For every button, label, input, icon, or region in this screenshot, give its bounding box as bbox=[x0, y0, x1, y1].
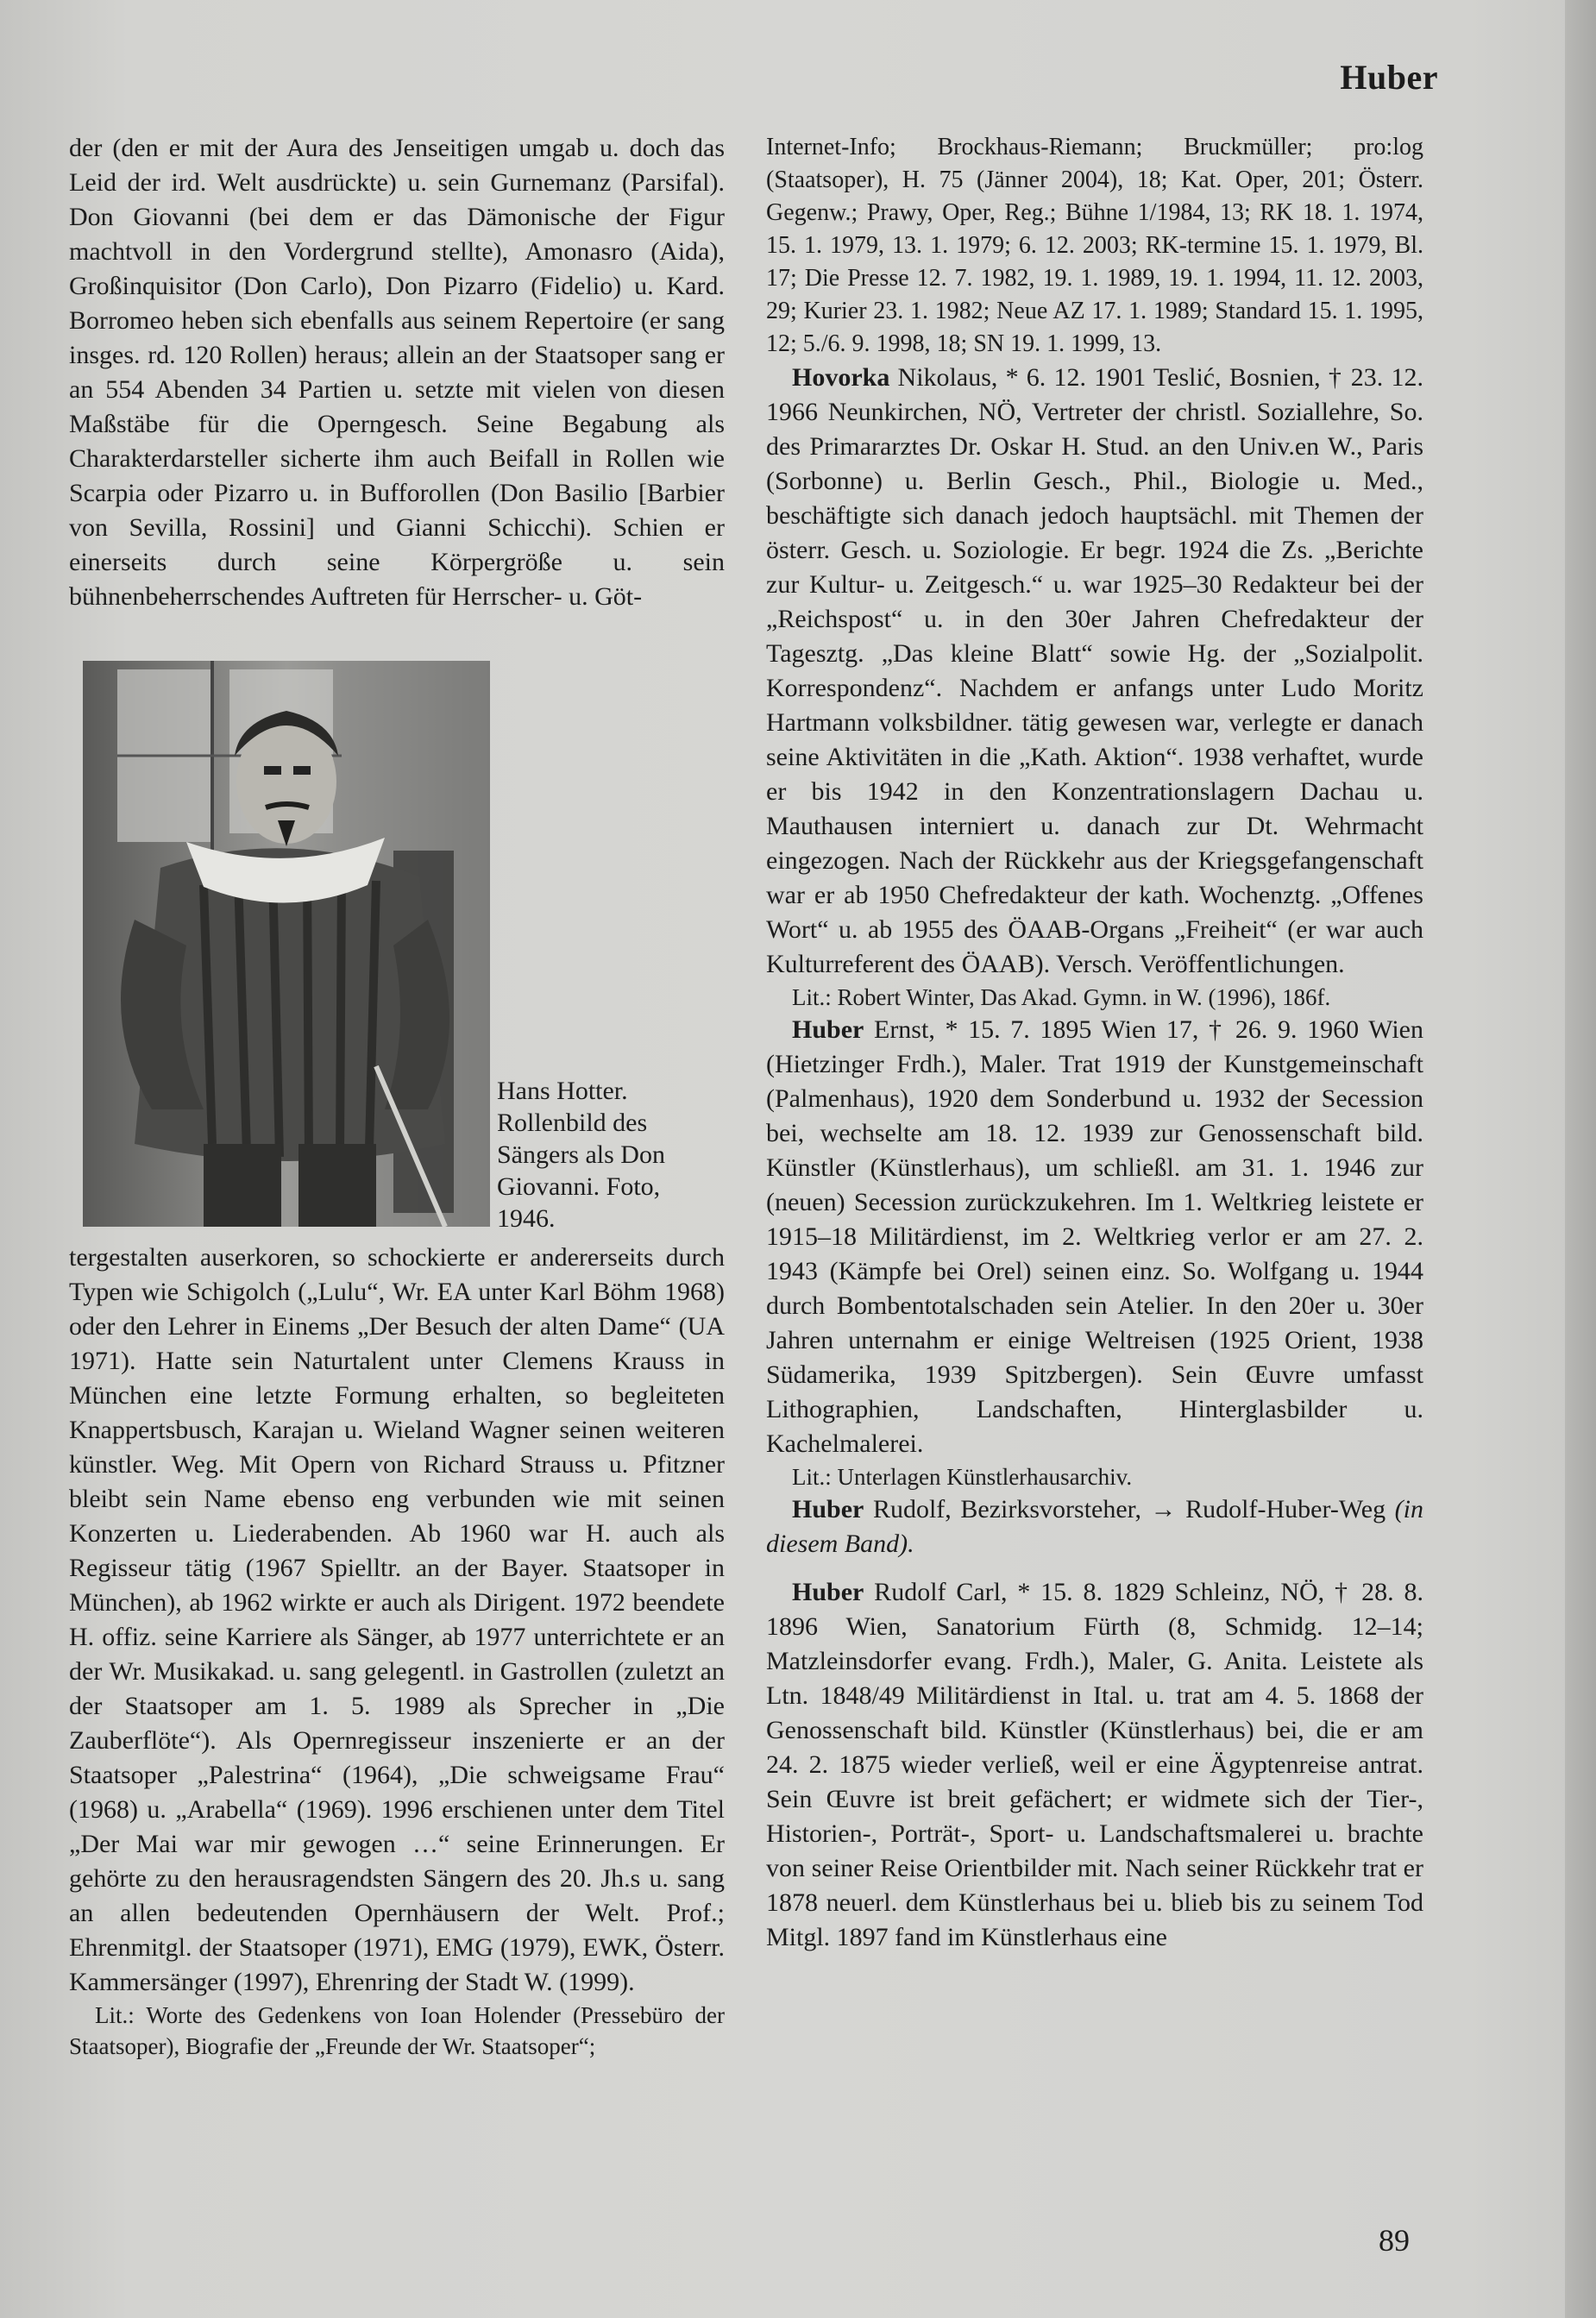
entry-huber-rudolf-carl bbox=[766, 1575, 1423, 1955]
hotter-text-part2: tergestalten auserkoren, so schockierte er andererseits durch Typen wie Schigolch („Lulu“, Wr. EA unter Karl Böhm 1968) oder den Lehrer in Einems „Der Besuch der alten Dame“ (UA 1971). Hatte sein Naturtalent unter Clemens Krauss in München eine letzte Formung erhalten, so begleiteten Knappertsbusch, Karajan u. Wieland Wagner seinen weiteren künstler. Weg. Mit Opern von Richard Strauss u. Pfitzner bleibt sein Name ebenso eng verbunden wie mit seinen Konzerten u. Liederabenden. Ab 1960 war H. auch als Regisseur tätig (1967 Spielltr. an der Bayer. Staatsoper in München), ab 1962 wirkte er auch als Dirigent. 1972 beendete H. offiz. seine Karriere als Sänger, ab 1977 unterrichtete er an der Wr. Musikakad. u. sang gelegentl. in Gastrollen (zuletzt an der Staatsoper am 1. 5. 1989 als Sprecher in „Die Zauberflöte“). Als Opernregisseur inszenierte er an der Staatsoper „Palestrina“ (1964), „Die schweigsame Frau“ (1968) u. „Arabella“ (1969). 1996 erschienen unter dem Titel „Der Mai war mir gewogen …“ seine Erinnerungen. Er gehörte zu den herausragendsten Sängern des 20. Jh.s u. sang an allen bedeutenden Opernhäusern der Welt. Prof.; Ehrenmitgl. der Staatsoper (1971), EMG (1979), EWK, Österr. Kammersänger (1997), Ehrenring der Stadt W. (1999). bbox=[69, 1243, 725, 1996]
hotter-literature-continued: Internet-Info; Brockhaus-Riemann; Bruckmüller; pro:log (Staatsoper), H. 75 (Jänner 2004), 18; Kat. Oper, 201; Österr. Gegenw.; Prawy, Oper, Reg.; Bühne 1/1984, 13; RK 18. 1. 1974, 15. 1. 1979, 13. 1. 1979; 6. 12. 2003; RK-termine 15. 1. 1979, Bl. 17; Die Presse 12. 7. 1982, 19. 1. 1989, 19. 1. 1994, 11. 12. 2003, 29; Kurier 23. 1. 1982; Neue AZ 17. 1. 1989; Standard 15. 1. 1995, 12; 5./6. 9. 1998, 18; SN 19. 1. 1999, 13. bbox=[766, 134, 1423, 357]
entry-text: Nikolaus, * 6. 12. 1901 Teslić, Bosnien, † 23. 12. 1966 Neunkirchen, NÖ, Vertreter der christl. Soziallehre, So. des Primararztes Dr. Oskar H. Stud. an den Univ.en W., Paris (Sorbonne) u. Berlin Gesch., Phil., Biologie u. Med., beschäftigte sich danach jedoch hauptsächl. mit Themen der österr. Gesch. u. Soziologie. Er begr. 1924 die Zs. „Berichte zur Kultur- u. Zeitgesch.“ u. war 1925–30 Redakteur bei der „Reichspost“ u. in den 30er Jahren Chefredakteur der Tagesztg. „Das kleine Blatt“ sowie Hg. der „Sozialpolit. Korrespondenz“. Nachdem er anfangs unter Ludo Moritz Hartmann volksbildner. tätig gewesen war, verlegte er danach seine Aktivitäten in die „Kath. Aktion“. 1938 verhaftet, wurde er bis 1942 in den Konzentrationslagern Dachau u. Mauthausen interniert u. danach zur Dt. Wehrmacht eingezogen. Nach der Rückkehr aus der Kriegsgefangenschaft war er ab 1950 Chefredakteur der kath. Wochenztg. „Offenes Wort“ u. ab 1955 des ÖAAB-Organs „Freiheit“ (er war auch Kulturreferent des ÖAAB). Versch. Veröffentlichungen. bbox=[766, 363, 1423, 978]
entry-huber-ernst bbox=[766, 1013, 1423, 1461]
entry-hovorka bbox=[766, 361, 1423, 982]
left-column-top bbox=[69, 131, 725, 614]
book-spine-edge bbox=[1565, 0, 1596, 2318]
entry-headword: Huber bbox=[792, 1578, 864, 1606]
hotter-photo bbox=[83, 661, 490, 1227]
entry-huber-rudolf bbox=[766, 1492, 1423, 1561]
entry-headword: Hovorka bbox=[792, 363, 890, 392]
photo-illustration bbox=[83, 661, 490, 1227]
hotter-literature: Lit.: Worte des Gedenkens von Ioan Holender (Pressebüro der Staatsoper), Biografie der „Freunde der Wr. Staatsoper“; bbox=[69, 2002, 725, 2059]
entry-literature: Lit.: Robert Winter, Das Akad. Gymn. in W. (1996), 186f. bbox=[792, 984, 1331, 1010]
entry-text: Ernst, * 15. 7. 1895 Wien 17, † 26. 9. 1960 Wien (Hietzinger Frdh.), Maler. Trat 1919 der Kunstgemeinschaft (Palmenhaus), 1920 dem Sonderbund u. 1932 der Secession bei, wechselte am 18. 12. 1939 zur Genossenschaft bild. Künstler (Künstlerhaus), um schließl. am 31. 1. 1946 zur (neuen) Secession zurückzukehren. Im 1. Weltkrieg leistete er 1915–18 Militärdienst, im 2. Weltkrieg verlor er am 27. 2. 1943 (Kämpfe bei Orel) seinen einz. So. Wolfgang u. 1944 durch Bombentotalschaden sein Atelier. In den 20er u. 30er Jahren unternahm er einige Weltreisen (1925 Orient, 1938 Südamerika, 1939 Spitzbergen). Sein Œuvre umfasst Lithographien, Landschaften, Hinterglasbilder u. Kachelmalerei. bbox=[766, 1015, 1423, 1458]
entry-headword: Huber bbox=[792, 1495, 864, 1523]
entry-text: Rudolf Carl, * 15. 8. 1829 Schleinz, NÖ, † 28. 8. 1896 Wien, Sanatorium Fürth (8, Schmidg. 12–14; Matzleinsdorfer evang. Frdh.), Maler, G. Anita. Leistete als Ltn. 1848/49 Militärdienst in Ital. u. trat am 4. 5. 1868 der Genossenschaft bild. Künstler (Künstlerhaus) bei, die er am 24. 2. 1875 wieder verließ, weil er eine Ägyptenreise antrat. Sein Œuvre ist breit gefächert; er widmete sich der Tier-, Historien-, Porträt-, Sport- u. Landschaftsmalerei u. brachte von seiner Reise Orientbilder mit. Nach seiner Rückkehr trat er 1878 neuerl. dem Künstlerhaus bei u. blieb bis zu seinem Tod Mitgl. 1897 fand im Künstlerhaus eine bbox=[766, 1578, 1423, 1951]
right-column bbox=[766, 131, 1423, 1955]
entry-literature: Lit.: Unterlagen Künstlerhausarchiv. bbox=[792, 1464, 1133, 1490]
photo-caption: Hans Hotter. Rollenbild des Sängers als Don Giovanni. Foto, 1946. bbox=[497, 1077, 665, 1233]
page-number: 89 bbox=[1379, 2223, 1410, 2258]
hotter-text-part1: der (den er mit der Aura des Jenseitigen umgab u. doch das Leid der ird. Welt ausdrückte) u. sein Gurnemanz (Parsifal). Don Giovanni (bei dem er das Dämonische der Figur machtvoll in den Vordergrund stellte), Amonasro (Aida), Großinquisitor (Don Carlo), Don Pizarro (Fidelio) u. Kard. Borromeo heben sich ebenfalls aus seinem Repertoire (er sang insges. rd. 120 Rollen) heraus; allein an der Staatsoper sang er an 554 Abenden 34 Partien u. setzte mit vielen von diesen Maßstäbe für die Operngesch. Seine Begabung als Charakterdarsteller sicherte ihm auch Beifall in Rollen wie Scarpia oder Pizarro u. in Bufforollen (Don Basilio [Barbier von Sevilla, Rossini] und Gianni Schicchi). Schien er einerseits durch seine Körpergröße u. sein bühnenbeherrschendes Auftreten für Herrscher- u. Göt- bbox=[69, 134, 725, 611]
entry-headword: Huber bbox=[792, 1015, 864, 1044]
entry-cross-reference: (in diesem Band). bbox=[766, 1495, 1423, 1558]
left-column-bottom bbox=[69, 1241, 725, 2062]
running-head: Huber bbox=[1340, 58, 1438, 97]
entry-text: Rudolf, Bezirksvorsteher, → Rudolf-Huber-Weg bbox=[864, 1495, 1395, 1523]
